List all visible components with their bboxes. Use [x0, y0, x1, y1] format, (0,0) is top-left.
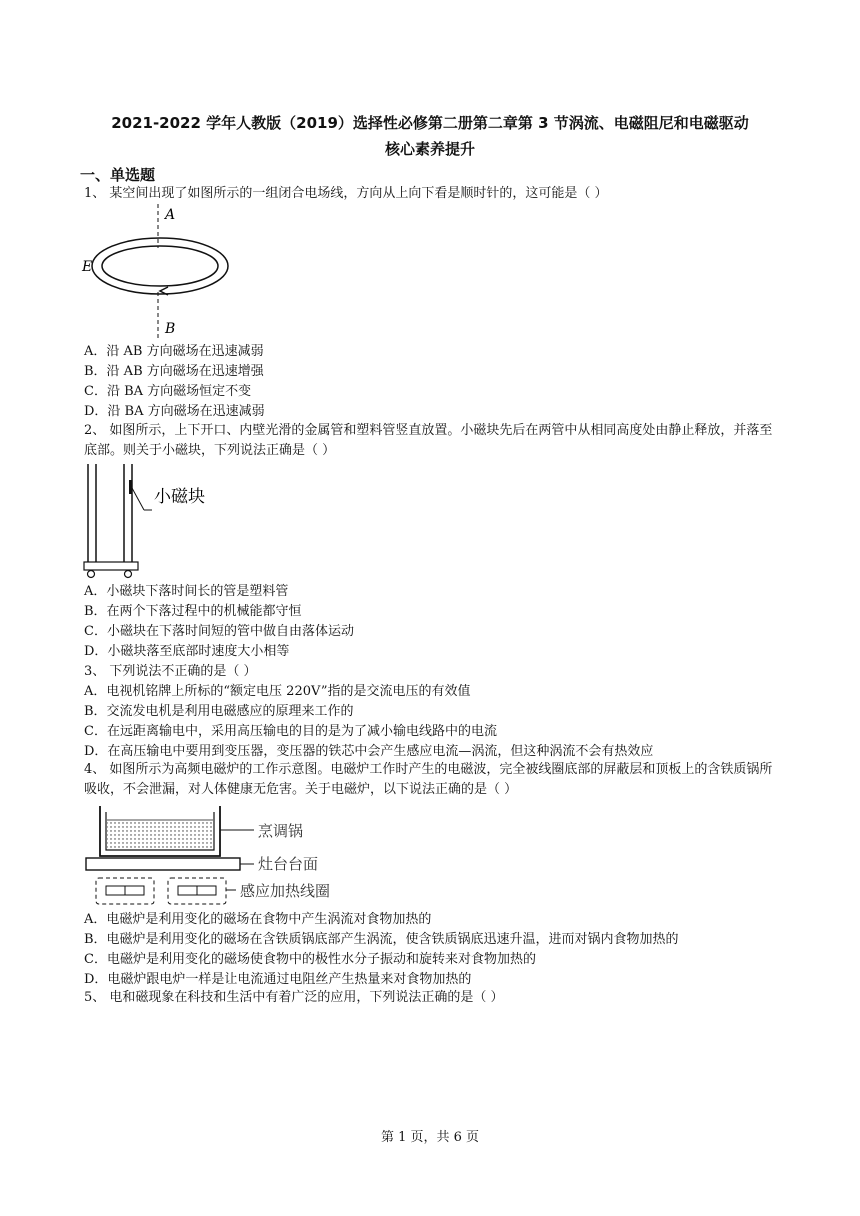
question-1-figure	[80, 202, 240, 342]
question-3-option-a: A．电视机铭牌上所标的“额定电压 220V”指的是交流电压的有效值	[84, 684, 471, 699]
question-3-option-b: B．交流发电机是利用电磁感应的原理来工作的	[84, 704, 354, 719]
section-heading: 一、单选题	[80, 166, 156, 184]
question-1-option-c: C．沿 BA 方向磁场恒定不变	[84, 384, 252, 399]
label-B: B	[165, 321, 176, 337]
label-coil: 感应加热线圈	[240, 882, 331, 900]
question-4-figure	[82, 802, 352, 910]
label-A: A	[165, 207, 176, 223]
question-4-option-b: B．电磁炉是利用变化的磁场在含铁质锅底部产生涡流，使含铁质锅底迅速升温，进而对锅内食物加热的	[84, 932, 679, 947]
label-magnet: 小磁块	[154, 487, 205, 507]
question-5-stem: 5、 电和磁现象在科技和生活中有着广泛的应用，下列说法正确的是（ ）	[84, 990, 504, 1005]
question-2-option-b: B．在两个下落过程中的机械能都守恒	[84, 604, 302, 619]
page-footer: 第 1 页，共 6 页	[380, 1130, 480, 1145]
question-4-option-d: D．电磁炉跟电炉一样是让电流通过电阻丝产生热量来对食物加热的	[84, 972, 472, 987]
label-stove: 灶台台面	[258, 855, 319, 873]
page-subtitle: 核心素养提升	[384, 140, 475, 158]
question-3-stem: 3、 下列说法不正确的是（ ）	[84, 664, 257, 679]
page-title: 2021-2022 学年人教版（2019）选择性必修第二册第二章第 3 节涡流、电磁阻尼和电磁驱动	[111, 114, 749, 132]
question-3-option-c: C．在远距离输电中，采用高压输电的目的是为了减小输电线路中的电流	[84, 724, 497, 739]
question-4-stem: 4、 如图所示为高频电磁炉的工作示意图。电磁炉工作时产生的电磁波，完全被线圈底部的屏蔽层和顶板上的含铁质锅所吸收，不会泄漏，对人体健康无危害。关于电磁炉，以下说法正确的是（ ）	[84, 762, 773, 797]
question-4-option-c: C．电磁炉是利用变化的磁场使食物中的极性水分子振动和旋转来对食物加热的	[84, 952, 536, 967]
question-2-stem: 2、 如图所示，上下开口、内壁光滑的金属管和塑料管竖直放置。小磁块先后在两管中从相同高度处由静止释放，并落至底部。则关于小磁块，下列说法正确是（ ）	[84, 423, 773, 458]
question-2-option-d: D．小磁块落至底部时速度大小相等	[84, 644, 290, 659]
question-3-option-d: D．在高压输电中要用到变压器，变压器的铁芯中会产生感应电流—涡流，但这种涡流不会有热效应	[84, 744, 654, 759]
question-2-figure	[82, 462, 232, 580]
question-2-option-c: C．小磁块在下落时间短的管中做自由落体运动	[84, 624, 354, 639]
question-1-option-a: A．沿 AB 方向磁场在迅速减弱	[84, 344, 264, 359]
label-pot: 烹调锅	[258, 822, 304, 840]
question-4-option-a: A．电磁炉是利用变化的磁场在食物中产生涡流对食物加热的	[84, 912, 432, 927]
question-2-option-a: A．小磁块下落时间长的管是塑料管	[84, 584, 289, 599]
question-1-option-d: D．沿 BA 方向磁场在迅速减弱	[84, 404, 265, 419]
question-1-option-b: B．沿 AB 方向磁场在迅速增强	[84, 364, 264, 379]
label-E: E	[82, 259, 93, 275]
question-1-stem: 1、 某空间出现了如图所示的一组闭合电场线，方向从上向下看是顺时针的，这可能是（ ）	[84, 186, 608, 201]
